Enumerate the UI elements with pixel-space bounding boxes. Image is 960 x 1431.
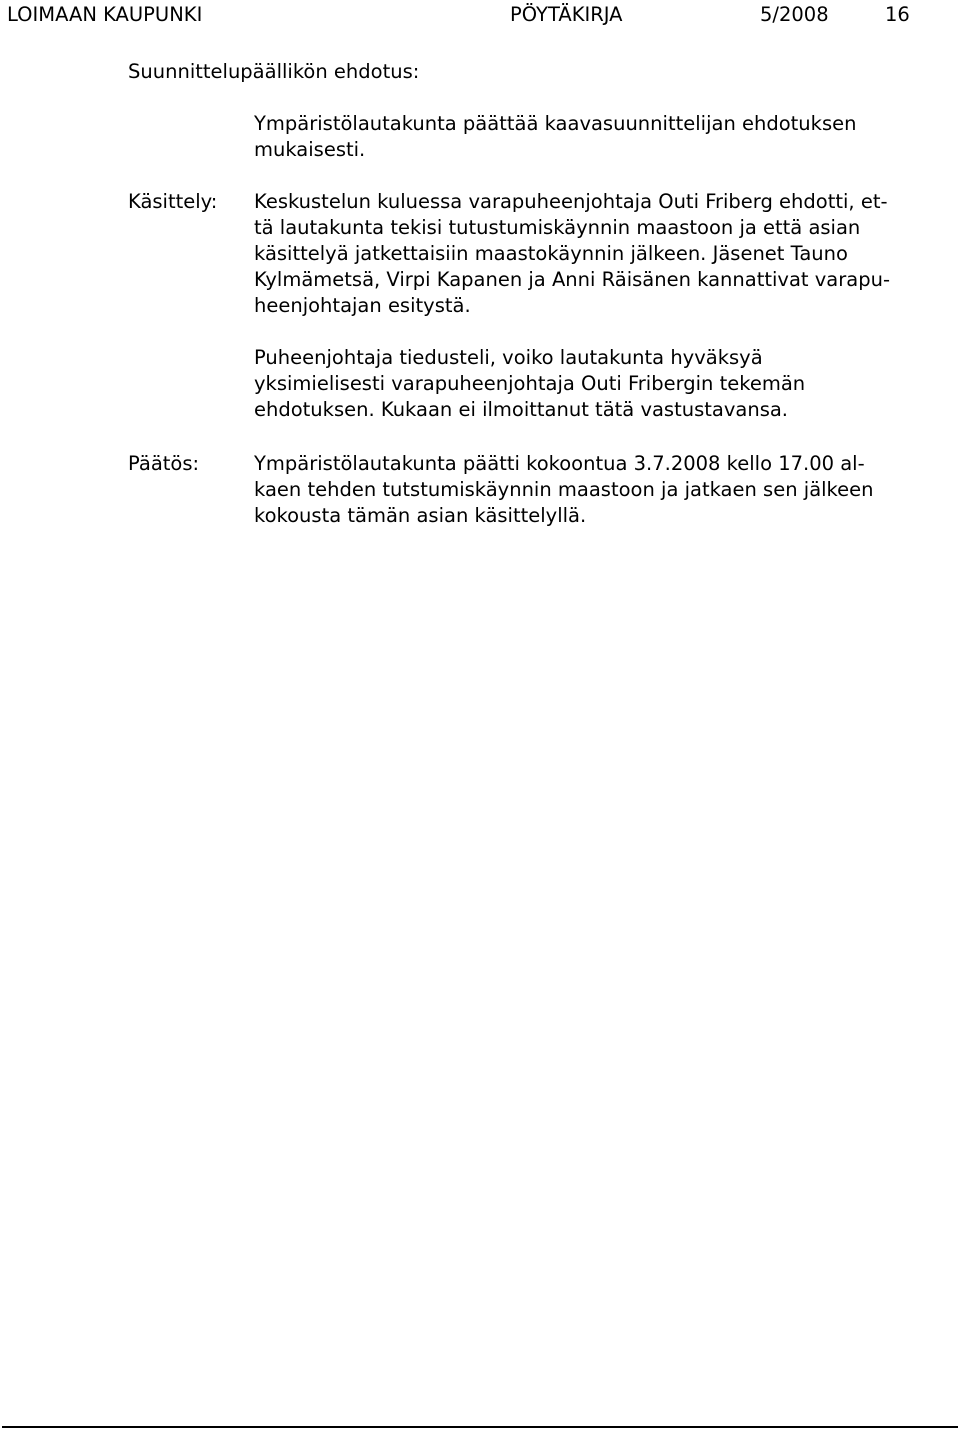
issue-number: 5/2008 xyxy=(760,3,829,26)
proposal-line-1: Ympäristölautakunta päättää kaavasuunnittelijan ehdotuksen xyxy=(254,112,857,135)
paatos-line-3: kokousta tämän asian käsittelyllä. xyxy=(254,504,587,527)
kasittely-p1-line-3: käsittelyä jatkettaisiin maastokäynnin jälkeen. Jäsenet Tauno xyxy=(254,242,848,265)
proposal-heading: Suunnittelupäällikön ehdotus: xyxy=(128,60,420,83)
kasittely-p2-line-2: yksimielisesti varapuheenjohtaja Outi Fribergin tekemän xyxy=(254,372,806,395)
kasittely-p1-line-5: heenjohtajan esitystä. xyxy=(254,294,471,317)
kasittely-p2-line-3: ehdotuksen. Kukaan ei ilmoittanut tätä vastustavansa. xyxy=(254,398,789,421)
kasittely-p1-line-1: Keskustelun kuluessa varapuheenjohtaja Outi Friberg ehdotti, et- xyxy=(254,190,888,213)
organization-name: LOIMAAN KAUPUNKI xyxy=(7,3,203,26)
kasittely-p1-line-4: Kylmämetsä, Virpi Kapanen ja Anni Räisänen kannattivat varapu- xyxy=(254,268,890,291)
footer-divider xyxy=(2,1426,958,1428)
document-type: PÖYTÄKIRJA xyxy=(510,3,623,26)
proposal-line-2: mukaisesti. xyxy=(254,138,366,161)
kasittely-label: Käsittely: xyxy=(128,190,218,213)
kasittely-p2-line-1: Puheenjohtaja tiedusteli, voiko lautakunta hyväksyä xyxy=(254,346,763,369)
kasittely-p1-line-2: tä lautakunta tekisi tutustumiskäynnin maastoon ja että asian xyxy=(254,216,861,239)
paatos-line-2: kaen tehden tutstumiskäynnin maastoon ja jatkaen sen jälkeen xyxy=(254,478,874,501)
page-number: 16 xyxy=(885,3,910,26)
paatos-label: Päätös: xyxy=(128,452,200,475)
paatos-line-1: Ympäristölautakunta päätti kokoontua 3.7.2008 kello 17.00 al- xyxy=(254,452,865,475)
